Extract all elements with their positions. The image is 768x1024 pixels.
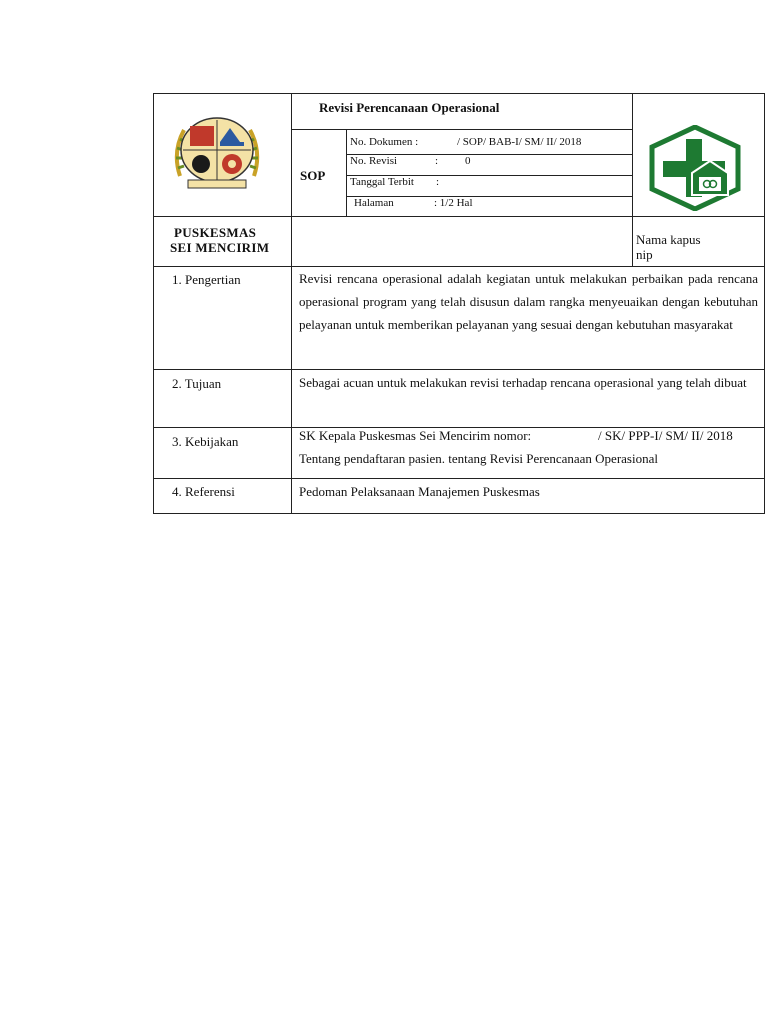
institution-name-line1: PUSKESMAS: [174, 225, 257, 240]
section-label-kebijakan: 3. Kebijakan: [172, 434, 239, 449]
section-label-referensi: 4. Referensi: [172, 484, 235, 499]
revision-value: 0: [465, 155, 471, 167]
section-text-kebijakan-left: SK Kepala Puskesmas Sei Mencirim nomor:: [299, 428, 532, 443]
issue-date-colon: :: [436, 176, 440, 188]
page-value: : 1/2 Hal: [434, 197, 473, 209]
institution-name-line2: SEI MENCIRIM: [170, 240, 270, 255]
issue-date-label: Tanggal Terbit: [350, 176, 414, 188]
section-text-referensi: Pedoman Pelaksanaan Manajemen Puskesmas: [299, 484, 540, 499]
section-text-tujuan: Sebagai acuan untuk melakukan revisi terhadap rencana operasional yang telah dibuat: [299, 375, 747, 390]
doc-number-label: No. Dokumen :: [350, 136, 419, 148]
sop-table: [153, 93, 765, 514]
signer-name: Nama kapus: [636, 232, 701, 247]
section-label-tujuan: 2. Tujuan: [172, 376, 222, 391]
page-label: Halaman: [354, 197, 394, 209]
section-text-kebijakan-line2: Tentang pendaftaran pasien. tentang Revisi Perencanaan Operasional: [299, 451, 658, 466]
signer-nip: nip: [636, 247, 653, 262]
sop-label: SOP: [300, 168, 326, 183]
section-label-pengertian: 1. Pengertian: [172, 272, 241, 287]
doc-number-value: / SOP/ BAB-I/ SM/ II/ 2018: [457, 136, 582, 148]
document-title: Revisi Perencanaan Operasional: [319, 100, 500, 115]
revision-colon: :: [435, 155, 439, 167]
section-text-kebijakan-right: / SK/ PPP-I/ SM/ II/ 2018: [598, 428, 733, 443]
puskesmas-cross-house-icon: [648, 125, 742, 211]
regional-emblem-icon: [170, 112, 264, 192]
revision-label: No. Revisi: [350, 155, 398, 167]
section-text-pengertian: Revisi rencana operasional adalah kegiatan untuk melakukan perbaikan pada rencana operasional program yang telah disusun dalam rangka menyeuaikan dengan kebutuhan pelayanan untuk memberikan pelayanan yang sesuai dengan kebutuhan masyarakat: [299, 271, 758, 332]
